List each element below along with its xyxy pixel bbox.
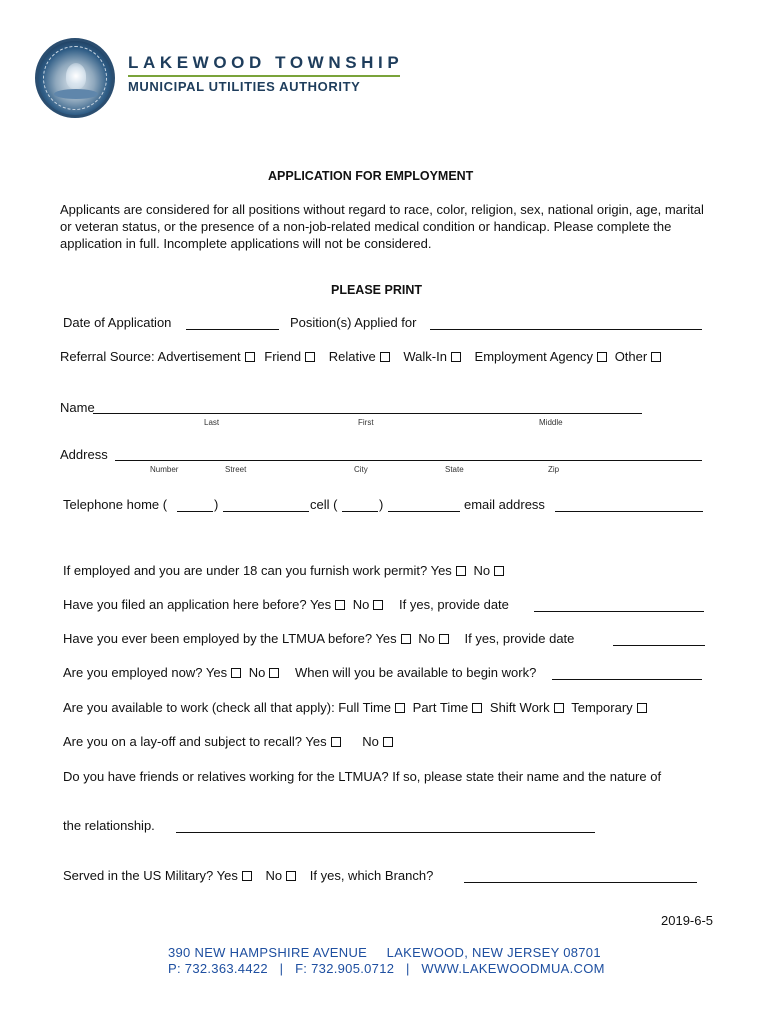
part-time-checkbox[interactable] — [472, 703, 482, 713]
employed-before-no-label: No — [418, 631, 435, 646]
employed-before-question: Have you ever been employed by the LTMUA before? — [63, 631, 373, 646]
military-branch-field[interactable] — [464, 882, 697, 883]
employed-now-no-checkbox[interactable] — [269, 668, 279, 678]
layoff-no-checkbox[interactable] — [383, 737, 393, 747]
employed-now-row — [63, 665, 536, 680]
date-field[interactable] — [186, 329, 279, 330]
filed-before-row — [63, 597, 509, 612]
filed-before-date-field[interactable] — [534, 611, 704, 612]
work-permit-yes-checkbox[interactable] — [456, 566, 466, 576]
address-field[interactable] — [115, 460, 702, 461]
relationship-field[interactable] — [176, 832, 595, 833]
email-field[interactable] — [555, 511, 703, 512]
advertisement-checkbox[interactable] — [245, 352, 255, 362]
form-title: APPLICATION FOR EMPLOYMENT — [268, 169, 474, 183]
other-label: Other — [614, 349, 648, 364]
walk-in-label: Walk-In — [403, 349, 447, 364]
relative-label: Relative — [328, 349, 376, 364]
shift-work-label: Shift Work — [489, 700, 550, 715]
layoff-yes-checkbox[interactable] — [331, 737, 341, 747]
work-permit-no-label: No — [473, 563, 491, 578]
military-no-label: No — [265, 868, 283, 883]
employed-before-yes-label: Yes — [375, 631, 397, 646]
address-number-caption: Number — [150, 465, 179, 474]
military-row — [63, 868, 433, 883]
employed-before-yes-checkbox[interactable] — [401, 634, 411, 644]
temporary-checkbox[interactable] — [637, 703, 647, 713]
availability-question: Are you available to work (check all that apply): Full Time — [63, 700, 392, 715]
filed-before-no-checkbox[interactable] — [373, 600, 383, 610]
full-time-checkbox[interactable] — [395, 703, 405, 713]
relationship-label: the relationship. — [63, 818, 155, 833]
home-phone-field[interactable] — [223, 511, 309, 512]
brand-divider — [128, 75, 400, 77]
cell-paren-close: ) — [379, 497, 384, 512]
military-question: Served in the US Military? — [63, 868, 214, 883]
revision-date: 2019-6-5 — [661, 913, 714, 928]
layoff-row — [63, 734, 393, 749]
name-first-caption: First — [358, 418, 374, 427]
filed-before-yes-label: Yes — [309, 597, 332, 612]
authority-seal-logo — [35, 38, 115, 118]
name-middle-caption: Middle — [539, 418, 563, 427]
temporary-label: Temporary — [571, 700, 633, 715]
military-no-checkbox[interactable] — [286, 871, 296, 881]
address-state-caption: State — [445, 465, 464, 474]
work-permit-yes-label: Yes — [430, 563, 452, 578]
part-time-label: Part Time — [412, 700, 469, 715]
footer-address: 390 NEW HAMPSHIRE AVENUE LAKEWOOD, NEW JERSEY 08701 — [168, 945, 601, 960]
military-branch-label: If yes, which Branch? — [309, 868, 434, 883]
available-begin-label: When will you be available to begin work? — [294, 665, 537, 680]
address-city-caption: City — [354, 465, 368, 474]
water-image — [54, 89, 98, 99]
intro-paragraph: Applicants are considered for all positions without regard to race, color, religion, sex, national origin, age, marital or veteran status, or the presence of a non-job-related medical condition or handicap. Please complete the application in full. Incomplete applications will not be considered. — [60, 202, 704, 251]
filed-before-no-label: No — [352, 597, 370, 612]
employment-agency-label: Employment Agency — [474, 349, 594, 364]
employment-agency-checkbox[interactable] — [597, 352, 607, 362]
cell-area-code-field[interactable] — [342, 511, 378, 512]
layoff-question: Are you on a lay-off and subject to recall? — [63, 734, 302, 749]
military-yes-checkbox[interactable] — [242, 871, 252, 881]
date-label: Date of Application — [63, 315, 172, 330]
layoff-yes-label: Yes — [305, 734, 327, 749]
employed-now-question: Are you employed now? — [63, 665, 203, 680]
footer-contact: P: 732.363.4422 | F: 732.905.0712 | WWW.LAKEWOODMUA.COM — [168, 961, 605, 976]
cell-phone-field[interactable] — [388, 511, 460, 512]
relative-checkbox[interactable] — [380, 352, 390, 362]
employed-now-yes-label: Yes — [205, 665, 228, 680]
address-zip-caption: Zip — [548, 465, 560, 474]
cell-label: cell ( — [310, 497, 338, 512]
please-print-heading: PLEASE PRINT — [331, 283, 422, 297]
available-begin-field[interactable] — [552, 679, 702, 680]
organization-subtitle: MUNICIPAL UTILITIES AUTHORITY — [128, 79, 361, 94]
name-label: Name — [60, 400, 95, 415]
filed-before-date-label: If yes, provide date — [399, 597, 509, 612]
referral-label: Referral Source: Advertisement — [60, 349, 241, 364]
employed-before-date-field[interactable] — [613, 645, 705, 646]
name-field[interactable] — [93, 413, 642, 414]
filed-before-yes-checkbox[interactable] — [335, 600, 345, 610]
other-checkbox[interactable] — [651, 352, 661, 362]
availability-row — [63, 700, 647, 715]
telephone-label: Telephone home ( — [63, 497, 168, 512]
address-street-caption: Street — [225, 465, 247, 474]
employed-before-no-checkbox[interactable] — [439, 634, 449, 644]
work-permit-no-checkbox[interactable] — [494, 566, 504, 576]
organization-name: LAKEWOOD TOWNSHIP — [128, 53, 404, 72]
positions-label: Position(s) Applied for — [290, 315, 417, 330]
employed-now-no-label: No — [248, 665, 266, 680]
employed-before-row — [63, 631, 574, 646]
positions-field[interactable] — [430, 329, 702, 330]
employed-now-yes-checkbox[interactable] — [231, 668, 241, 678]
relatives-question: Do you have friends or relatives working for the LTMUA? If so, please state their name and the nature of — [63, 769, 662, 784]
fountain-image — [66, 63, 86, 89]
referral-row — [60, 349, 661, 364]
work-permit-row — [63, 563, 504, 578]
friend-label: Friend — [264, 349, 302, 364]
name-last-caption: Last — [204, 418, 220, 427]
email-label: email address — [464, 497, 545, 512]
walk-in-checkbox[interactable] — [451, 352, 461, 362]
address-label: Address — [60, 447, 108, 462]
work-permit-question: If employed and you are under 18 can you furnish work permit? — [63, 563, 428, 578]
employed-before-date-label: If yes, provide date — [464, 631, 575, 646]
friend-checkbox[interactable] — [305, 352, 315, 362]
filed-before-question: Have you filed an application here before? — [63, 597, 307, 612]
military-yes-label: Yes — [216, 868, 238, 883]
layoff-no-label: No — [362, 734, 379, 749]
shift-work-checkbox[interactable] — [554, 703, 564, 713]
home-area-code-field[interactable] — [177, 511, 213, 512]
home-paren-close: ) — [214, 497, 219, 512]
